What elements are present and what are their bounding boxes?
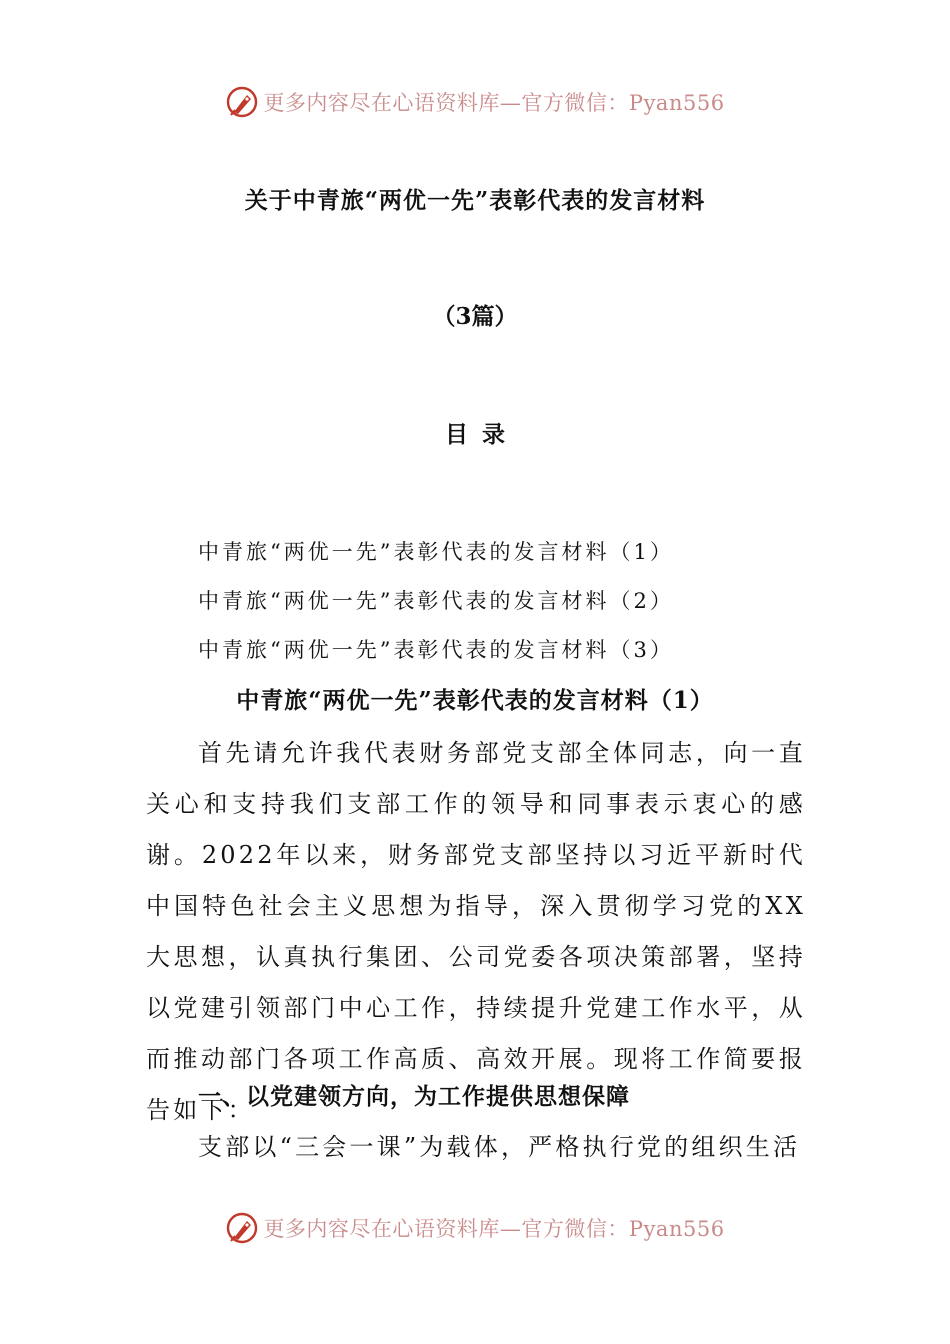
document-title: 关于中青旅“两优一先”表彰代表的发言材料 [244, 187, 706, 214]
pen-nib-circle-icon [225, 1211, 259, 1245]
body-paragraph: 首先请允许我代表财务部党支部全体同志，向一直关心和支持我们支部工作的领导和同事表示衷心的感谢。2022年以来，财务部党支部坚持以习近平新时代中国特色社会主义思想为指导，深入贯彻学习党的XX大思想，认真执行集团、公司党委各项决策部署，坚持以党建引领部门中心工作，持续提升党建工作水平，从而推动部门各项工作高质、高效开展。现将工作简要报告如下： [146, 739, 806, 1124]
toc-item[interactable]: 中青旅“两优一先”表彰代表的发言材料（3） [198, 638, 674, 662]
body-paragraph: 支部以“三会一课”为载体，严格执行党的组织生活 [198, 1133, 801, 1161]
table-of-contents [198, 534, 674, 681]
watermark-text: 更多内容尽在心语资料库—官方微信：Pyan556 [263, 91, 725, 115]
pen-nib-circle-icon [225, 85, 259, 119]
document-count: （3篇） [432, 303, 518, 330]
toc-heading: 目录 [445, 421, 519, 448]
toc-item[interactable]: 中青旅“两优一先”表彰代表的发言材料（2） [198, 589, 674, 613]
sub-heading: 一、以党建领方向，为工作提供思想保障 [198, 1083, 630, 1110]
watermark-text: 更多内容尽在心语资料库—官方微信：Pyan556 [263, 1217, 725, 1241]
section-title: 中青旅“两优一先”表彰代表的发言材料（1） [236, 687, 714, 714]
watermark-banner-top [0, 82, 950, 122]
toc-item[interactable]: 中青旅“两优一先”表彰代表的发言材料（1） [198, 540, 674, 564]
watermark-banner-bottom [0, 1208, 950, 1248]
